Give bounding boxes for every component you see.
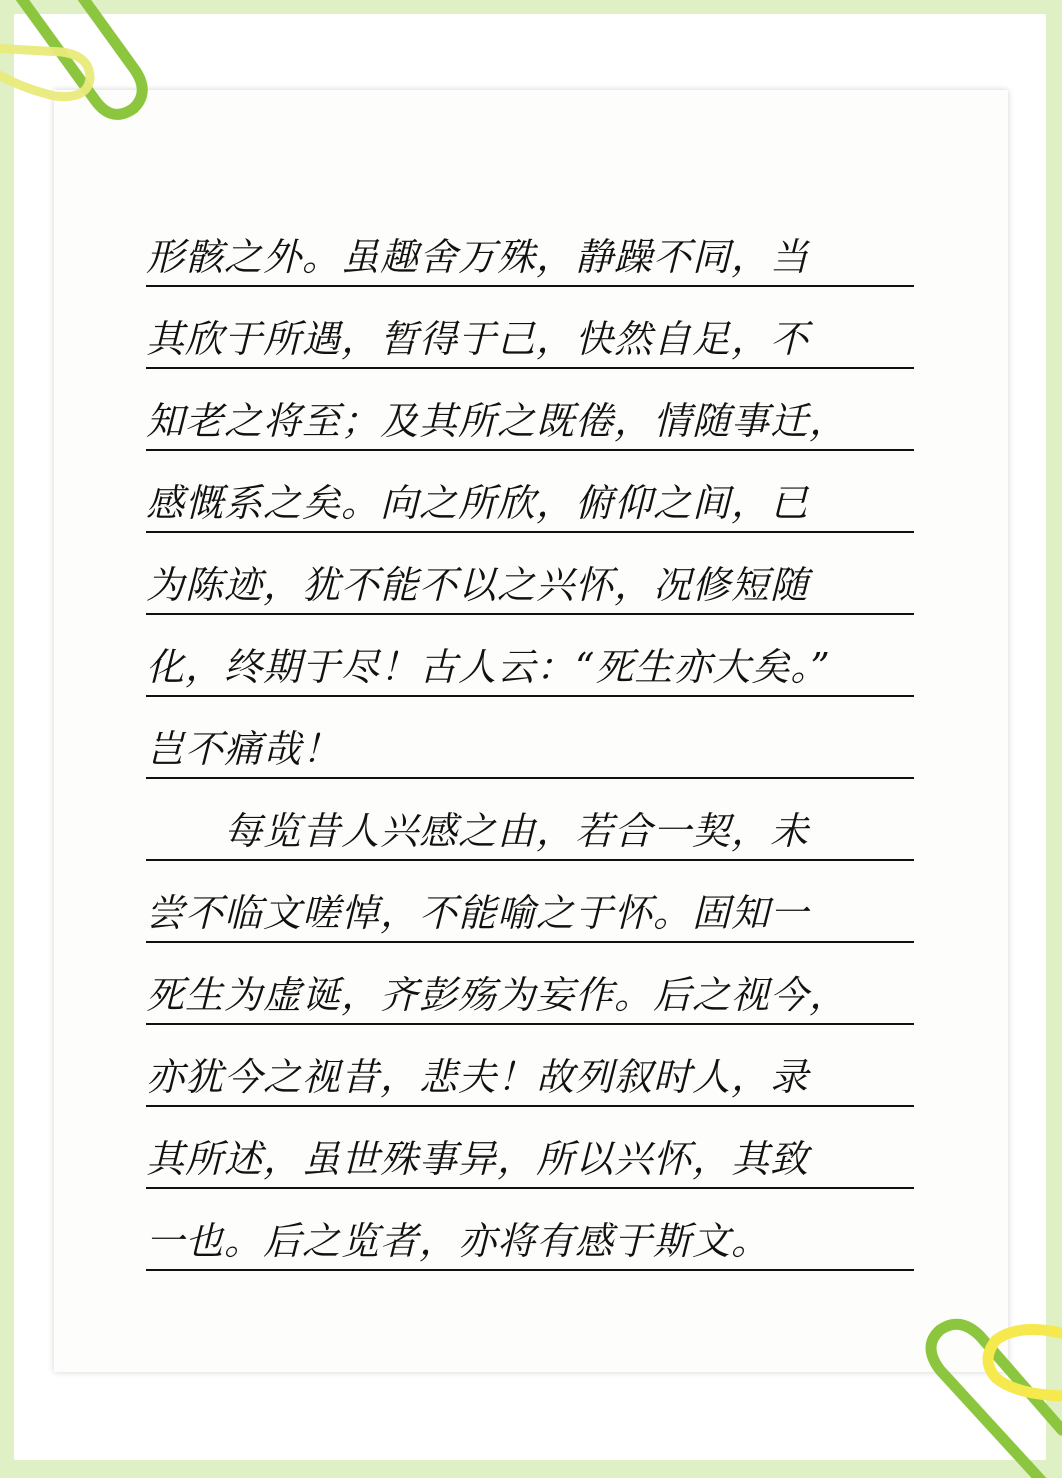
text-line [146, 779, 914, 861]
text-line [146, 369, 914, 451]
line-text: 化，终期于尽！古人云：“死生亦大矣。” [146, 645, 831, 689]
text-line [146, 287, 914, 369]
text-line [146, 1025, 914, 1107]
paper-clip-icon [0, 0, 170, 140]
line-text: 为陈迹，犹不能不以之兴怀，况修短随 [146, 563, 810, 607]
text-line [146, 533, 914, 615]
line-text: 形骸之外。虽趣舍万殊，静躁不同，当 [146, 235, 810, 279]
underline-rule [146, 1269, 914, 1271]
text-line [146, 1107, 914, 1189]
line-text: 死生为虚诞，齐彭殇为妄作。后之视今， [146, 973, 849, 1017]
line-text: 感慨系之矣。向之所欣，俯仰之间，已 [146, 481, 810, 525]
text-line [146, 1189, 914, 1271]
text-line [146, 697, 914, 779]
line-text: 岂不痛哉！ [146, 727, 342, 771]
line-text: 其所述，虽世殊事异，所以兴怀，其致 [146, 1137, 810, 1181]
text-line [146, 943, 914, 1025]
text-line [146, 861, 914, 943]
line-text: 亦犹今之视昔，悲夫！故列叙时人，录 [146, 1055, 810, 1099]
line-text: 一也。后之览者，亦将有感于斯文。 [146, 1219, 771, 1263]
handwritten-text-block [146, 205, 914, 1271]
text-line [146, 615, 914, 697]
text-line [146, 205, 914, 287]
line-text: 每览昔人兴感之由，若合一契，未 [146, 809, 810, 853]
text-line [146, 451, 914, 533]
line-text: 知老之将至；及其所之既倦，情随事迁， [146, 399, 849, 443]
paper-clip-icon [900, 1300, 1062, 1478]
line-text: 尝不临文嗟悼，不能喻之于怀。固知一 [146, 891, 810, 935]
line-text: 其欣于所遇，暂得于己，快然自足，不 [146, 317, 810, 361]
